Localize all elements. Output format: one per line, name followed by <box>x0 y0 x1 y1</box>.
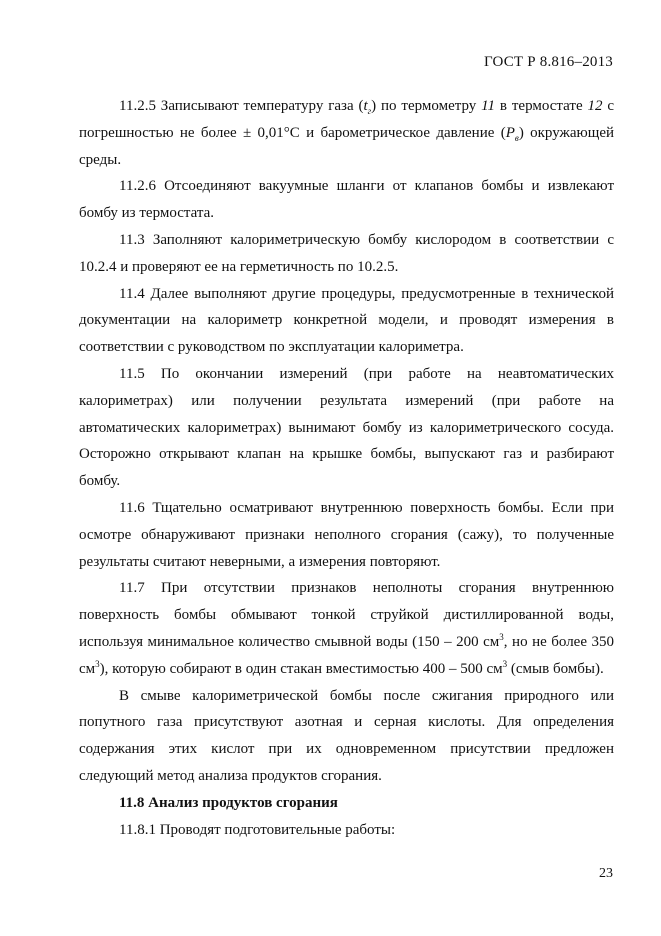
document-body <box>79 93 614 843</box>
standard-code-header: ГОСТ Р 8.816–2013 <box>484 54 613 70</box>
paragraph-text: (смыв бомбы). <box>507 660 604 677</box>
pressure-symbol <box>506 125 519 141</box>
symbol-letter: t <box>363 98 368 114</box>
symbol-letter: P <box>505 124 515 141</box>
symbol-subscript: г <box>367 106 372 116</box>
symbol-subscript: в <box>514 132 519 143</box>
paragraph-11-7 <box>79 575 614 682</box>
paragraph-11-6: 11.6 Тщательно осматривают внутреннюю поверхность бомбы. Если при осмотре обнаруживают признаки неполного сгорания (сажу), то полученные результаты считают неверными, а измерения повторяют. <box>79 499 614 570</box>
superscript: 3 <box>95 658 100 669</box>
paragraph-11-2-6: 11.2.6 Отсоединяют вакуумные шланги от клапанов бомбы и извлекают бомбу из термостата. <box>79 178 614 222</box>
section-heading-11-8: 11.8 Анализ продуктов сгорания <box>119 794 338 811</box>
paragraph-text: ) окружающей среды. <box>79 124 614 168</box>
thermometer-ref: 11 <box>481 98 496 114</box>
paragraph-text: с погрешностью не более ± 0,01°С и барометрическое давление ( <box>79 98 614 141</box>
superscript: 3 <box>499 631 504 642</box>
paragraph-text: , но не более 350 см <box>79 633 614 677</box>
paragraph-text: в термостате <box>495 98 588 114</box>
paragraph-text: 11.7 При отсутствии признаков неполноты сгорания внутреннюю поверхность бомбы обмывают тонкой струйкой дистиллированной воды, используя минимальное количество смывной воды (150 – 200 см <box>79 580 614 650</box>
paragraph-11-3: 11.3 Заполняют калориметрическую бомбу кислородом в соответствии с 10.2.4 и проверяют ее на герметичность по 10.2.5. <box>79 231 614 275</box>
paragraph-11-4: 11.4 Далее выполняют другие процедуры, предусмотренные в технической документации на калориметр конкретной модели, и проводят измерения в соответствии с руководством по эксплуатации калориметра. <box>79 285 614 356</box>
paragraph-text: 11.2.5 Записывают температуру газа ( <box>119 98 364 114</box>
paragraph-11-2-5 <box>79 93 614 173</box>
paragraph-11-5: 11.5 По окончании измерений (при работе на неавтоматических калориметрах) или получении результата измерений (при работе на автоматических калориметрах) вынимают бомбу из калориметрического сосуда. Осторожно открывают клапан на крышке бомбы, выпускают газ и разбирают бомбу. <box>79 365 614 490</box>
thermostat-ref: 12 <box>587 98 603 114</box>
superscript: 3 <box>502 658 508 669</box>
paragraph-text: ), которую собирают в один стакан вместимостью 400 – 500 см <box>99 660 503 677</box>
paragraph-text: ) по термометру <box>371 98 482 114</box>
page-number: 23 <box>599 866 613 881</box>
paragraph-washout: В смыве калориметрической бомбы после сжигания природного или попутного газа присутствуют азотная и серная кислоты. Для определения содержания этих кислот при их одновременном присутствии предложен следующий метод анализа продуктов сгорания. <box>79 687 614 784</box>
paragraph-11-8-1: 11.8.1 Проводят подготовительные работы: <box>119 821 396 838</box>
